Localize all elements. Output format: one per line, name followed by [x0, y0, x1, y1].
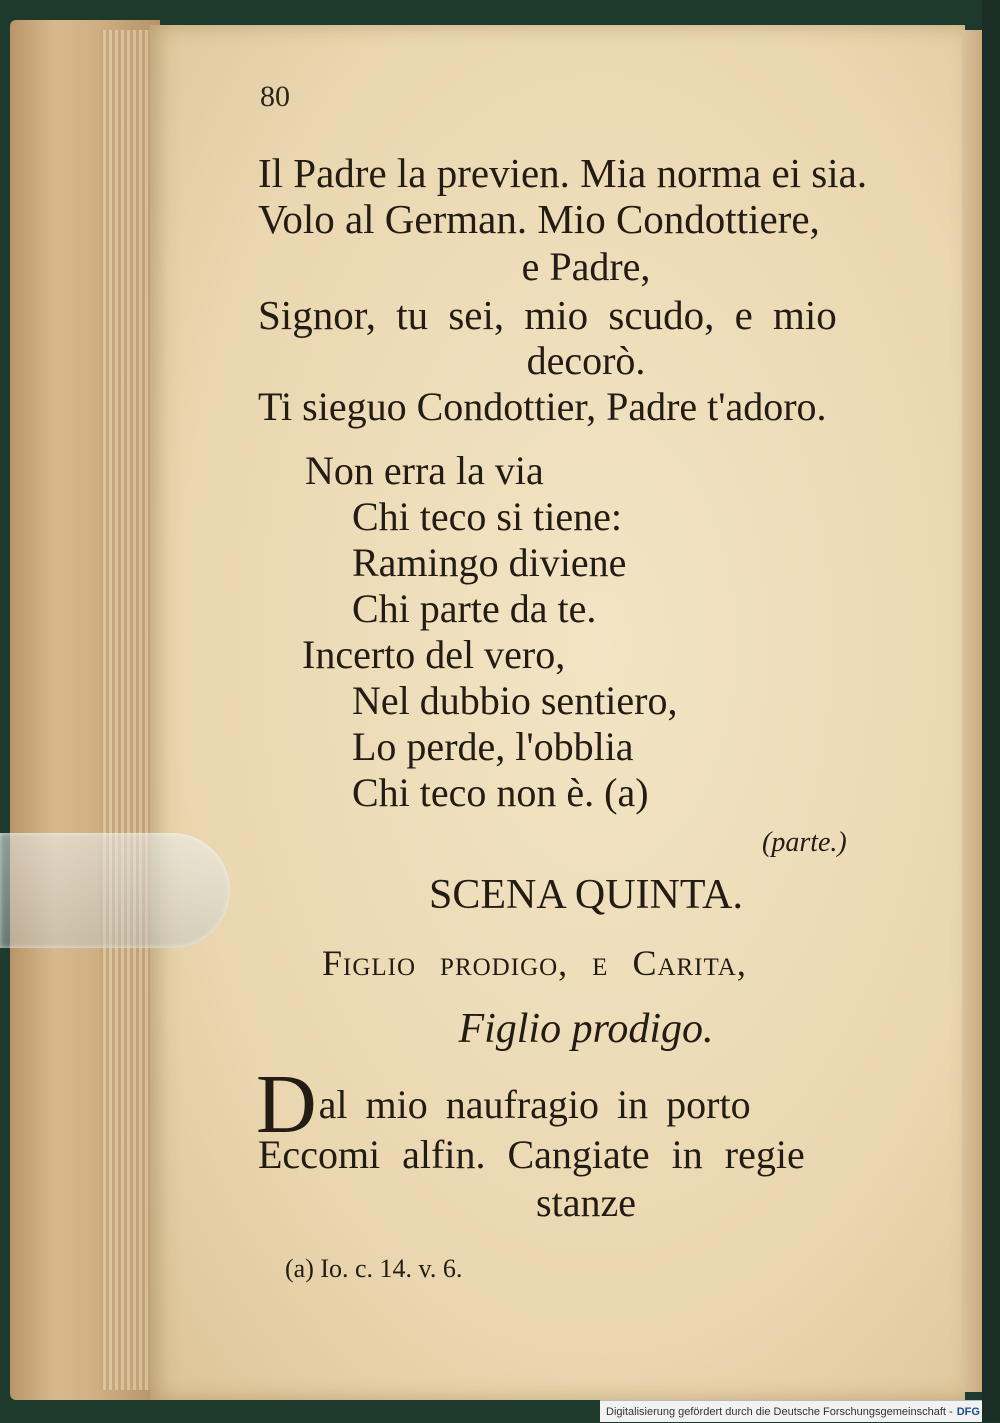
- verse-line-4: Signor, tu sei, mio scudo, e mio: [258, 292, 837, 338]
- speech-line-1: [256, 1058, 916, 1151]
- stage-direction: (parte.): [762, 827, 847, 858]
- scan-background: [982, 0, 1000, 1422]
- scene-title: SCENA QUINTA.: [429, 872, 743, 918]
- verse-line-5: decorò.: [526, 338, 646, 383]
- footnote: (a) Io. c. 14. v. 6.: [285, 1254, 463, 1283]
- aria-line-3: Ramingo diviene: [352, 540, 627, 585]
- aria-line-8: Chi teco non è. (a): [352, 770, 649, 815]
- aria-line-7: Lo perde, l'obblia: [352, 724, 634, 769]
- aria-line-4: Chi parte da te.: [352, 586, 597, 631]
- verse-line-1: Il Padre la previen. Mia norma ei sia.: [258, 150, 868, 196]
- verse-line-3: e Padre,: [521, 244, 651, 289]
- speaker-name: Figlio prodigo.: [458, 1006, 714, 1052]
- dfg-logo: DFG: [956, 1406, 980, 1418]
- verse-line-2: Volo al German. Mio Condottiere,: [258, 196, 820, 242]
- drop-cap: D: [256, 1058, 317, 1151]
- page-number: 80: [260, 80, 290, 113]
- characters-line: Figlio prodigo, e Carita,: [322, 943, 747, 983]
- aria-line-5: Incerto del vero,: [302, 632, 566, 677]
- speech-line-1-text: al mio naufragio in porto: [318, 1082, 751, 1127]
- book-edge-right: [962, 30, 982, 1392]
- speech-line-2: Eccomi alfin. Cangiate in regie: [258, 1132, 805, 1177]
- aria-line-2: Chi teco si tiene:: [352, 494, 622, 539]
- aria-line-1: Non erra la via: [305, 448, 544, 493]
- bookmark-clip: [0, 833, 230, 948]
- aria-line-6: Nel dubbio sentiero,: [352, 678, 678, 723]
- verse-line-6: Ti sieguo Condottier, Padre t'adoro.: [258, 384, 827, 429]
- speech-line-3: stanze: [536, 1180, 636, 1225]
- footer-bar: [600, 1400, 982, 1422]
- footer-credit: Digitalisierung gefördert durch die Deutsche Forschungsgemeinschaft -: [606, 1406, 953, 1418]
